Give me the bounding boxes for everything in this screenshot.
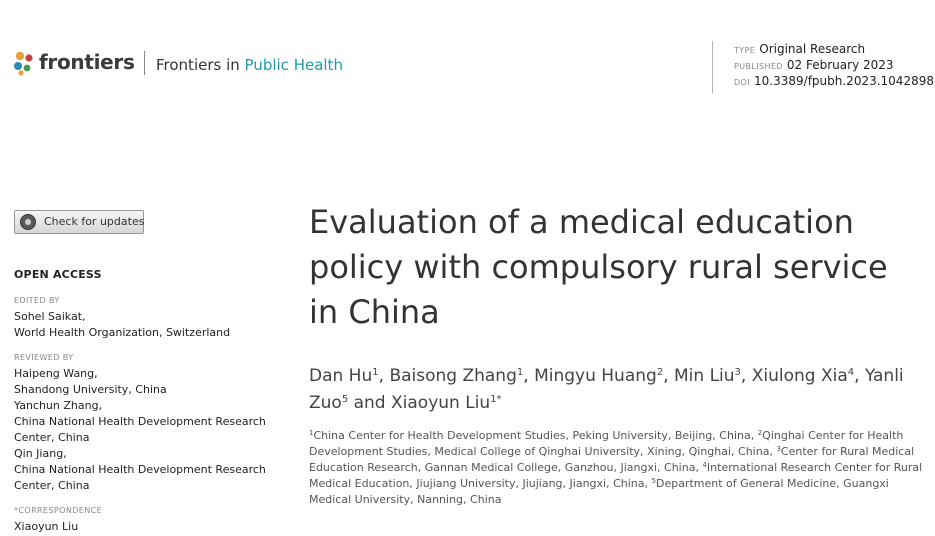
editor-affiliation: World Health Organization, Switzerland xyxy=(14,326,231,339)
meta-doi-label: DOI xyxy=(734,78,751,87)
correspondence-name: Xiaoyun Liu xyxy=(14,520,79,533)
brand-name: frontiers xyxy=(39,50,135,74)
author-affiliation-mark: 2 xyxy=(656,367,664,378)
author[interactable] xyxy=(534,366,663,386)
author-separator: , xyxy=(378,366,390,386)
author[interactable] xyxy=(391,393,502,413)
affiliation-text: Center for Rural Medical Education Research, Gannan Medical College, Ganzhou, Jiangxi, China, xyxy=(309,445,915,474)
editor-name: Sohel Saikat, xyxy=(14,310,86,323)
author-separator: and xyxy=(348,393,391,413)
check-updates-icon xyxy=(20,214,36,230)
author-list xyxy=(309,363,919,417)
reviewer-affiliation: Shandong University, China xyxy=(14,383,167,396)
meta-type-value: Original Research xyxy=(759,42,866,56)
meta-published xyxy=(734,58,894,72)
reviewer-affiliation: China National Health Development Research Center, China xyxy=(14,463,266,492)
affiliation-mark: 4 xyxy=(702,461,707,469)
author-name: Baisong Zhang xyxy=(389,366,517,386)
check-for-updates-label: Check for updates xyxy=(44,215,145,228)
author-separator: , xyxy=(740,366,752,386)
frontiers-logo-icon xyxy=(12,50,36,76)
reviewer-name: Qin Jiang, xyxy=(14,447,67,460)
affiliation-mark: 3 xyxy=(776,445,781,453)
journal-title xyxy=(156,56,343,74)
author-name: Mingyu Huang xyxy=(534,366,657,386)
affiliation-text: International Research Center for Rural Medical Education, Jiujiang University, Jiujiang, Jiangxi, China, xyxy=(309,461,923,490)
author-affiliation-mark: 1 xyxy=(516,367,524,378)
author-name: Xiulong Xia xyxy=(751,366,848,386)
meta-doi-value[interactable]: 10.3389/fpubh.2023.1042898 xyxy=(754,74,934,88)
affiliation-text: Department of General Medicine, Guangxi Medical University, Nanning, China xyxy=(309,477,889,506)
reviewer-name: Haipeng Wang, xyxy=(14,367,98,380)
meta-type-label: TYPE xyxy=(734,46,756,55)
affiliation-list xyxy=(309,428,927,508)
affiliation-text: Qinghai Center for Health Development Studies, Medical College of Qinghai University, Xining, Qinghai, China, xyxy=(309,429,904,458)
affiliation-mark: 2 xyxy=(757,429,763,437)
author-name: Xiaoyun Liu xyxy=(391,393,491,413)
affiliation-text: China Center for Health Development Studies, Peking University, Beijing, China, xyxy=(313,429,758,442)
author[interactable] xyxy=(674,366,741,386)
author[interactable] xyxy=(309,366,379,386)
author-separator: , xyxy=(523,366,535,386)
reviewer-affiliation: China National Health Development Research Center, China xyxy=(14,415,266,444)
journal-name: Public Health xyxy=(244,56,343,74)
meta-doi xyxy=(734,74,934,88)
reviewer-name: Yanchun Zhang, xyxy=(14,399,103,412)
author[interactable] xyxy=(389,366,523,386)
author-affiliation-mark: 3 xyxy=(734,367,741,378)
check-for-updates-button[interactable] xyxy=(14,210,144,234)
author-affiliation-mark: 1 xyxy=(372,367,379,378)
author-name: Yanli Zuo xyxy=(309,366,904,413)
author-separator: , xyxy=(854,366,865,386)
author[interactable] xyxy=(752,366,854,386)
article-title: Evaluation of a medical education policy with compulsory rural service in China xyxy=(309,203,888,331)
affiliation-mark: 1 xyxy=(309,429,314,437)
correspondence-heading: *CORRESPONDENCE xyxy=(14,506,103,515)
edited-by-list xyxy=(14,309,294,341)
meta-type xyxy=(734,42,865,56)
open-access-label: OPEN ACCESS xyxy=(14,268,102,281)
edited-by-heading: EDITED BY xyxy=(14,296,60,305)
reviewed-by-list xyxy=(14,366,284,494)
header-divider xyxy=(144,51,145,75)
author-affiliation-mark: 5 xyxy=(341,394,349,405)
meta-published-label: PUBLISHED xyxy=(734,62,783,71)
affiliation-mark: 5 xyxy=(651,477,656,485)
author-separator: , xyxy=(663,366,674,386)
author-affiliation-mark: 1* xyxy=(490,394,502,405)
meta-divider xyxy=(712,41,713,93)
author-name: Min Liu xyxy=(674,366,735,386)
author-affiliation-mark: 4 xyxy=(847,367,855,378)
author-name: Dan Hu xyxy=(309,366,373,386)
journal-prefix: Frontiers in xyxy=(156,56,245,74)
reviewed-by-heading: REVIEWED BY xyxy=(14,353,74,362)
meta-published-value: 02 February 2023 xyxy=(786,58,894,72)
